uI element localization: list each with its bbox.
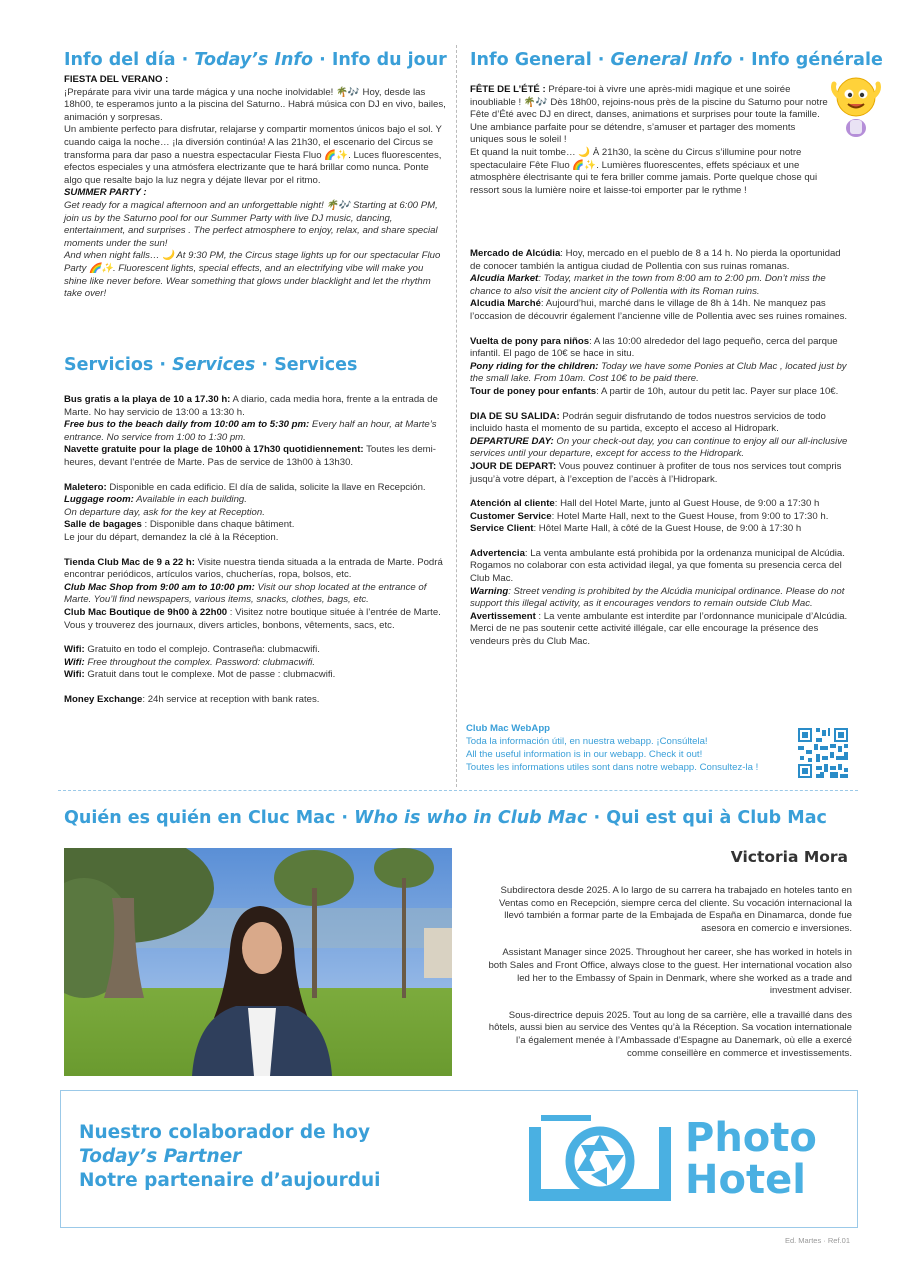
partner-labels [79,1121,399,1193]
luggage-en-2: On departure day, ask for the key at Reception. [64,506,265,518]
customer-service-fr: Service Client: Hôtel Marte Hall, à côté de la Guest House, de 9:00 à 17:30 h [470,523,802,535]
wifi-es: Wifi: Gratuito en todo el complejo. Contraseña: clubmacwifi. [64,644,320,656]
staff-bio [484,885,852,1060]
info-general-title: Info General · General Info · Info générale [470,50,883,70]
qr-code-icon[interactable] [796,726,850,780]
fete-section [470,84,828,197]
webapp-title: Club Mac WebApp [466,723,551,734]
fete-fr-2: Et quand la nuit tombe… 🌙 À 21h30, la scène du Circus s’illumine pour notre spectaculaire Fête Fluo 🌈✨. Lumières fluorescentes, effets spéciaux et une atmosphère électrisante qui te fera briller comme jamais. Porte quelque chose qui ressort sous la lumière noire et laisse-toi emporter par le rythme ! [470,146,818,196]
services-section [64,394,444,706]
customer-service-en: Customer Service: Hotel Marte Hall, next to the Guest House, from 9:00 to 17:30 h. [470,510,829,522]
info-del-dia-title: Info del día · Today’s Info · Info du jour [64,50,447,70]
pony-en: Pony riding for the children: Today we have some Ponies at Club Mac , located just by the small lake. From 10am. Cost 10€ to be paid there. [470,360,847,385]
mascot-icon [830,70,882,138]
webapp-block [466,722,796,774]
summer-title: SUMMER PARTY : [64,187,147,199]
money-exchange: Money Exchange: 24h service at reception with bank rates. [64,693,320,705]
warning-en: Warning: Street vending is prohibited by the Alcúdia municipal ordinance. Please do not support this illegal activity, as it encourages vendors to remain outside Club Mac. [470,585,845,610]
fiesta-es-2: Un ambiente perfecto para disfrutar, relajarse y compartir momentos únicos bajo el sol. Y cuando caiga la noche… ¡la diversión continúa! A las 21h30, el escenario del Circus se transforma para dar paso a nuestra espectacular Fiesta Fluo 🌈✨. Luces fluorescentes, efectos especiales y una atmósfera electrizante que te hará brillar como nunca. Ponte algo que resalte bajo la luz negra y déjate llevar por el ritmo. [64,124,442,186]
summer-en-1: Get ready for a magical afternoon and an unforgettable night! 🌴🎶 Starting at 6:00 PM, join us by the Saturno pool for our Summer Party with live DJ music, dancing, entertainment, and surprises . The perfect atmosphere to enjoy, relax, and share special moments under the sun! [64,199,438,249]
partner-fr: Notre partenaire d’aujourdui [79,1170,381,1191]
shop-fr: Club Mac Boutique de 9h00 à 22h00 : Visitez notre boutique située à l’entrée de Marte. Vous y trouverez des journaux, divers articles, bonbons, vêtements, sacs, etc. [64,606,441,631]
section-divider [58,790,858,791]
shop-en: Club Mac Shop from 9:00 am to 10:00 pm: Visit our shop located at the entrance of Marte. You’ll find newspapers, various items, snacks, clothes, bags, etc. [64,581,427,606]
market-es: Mercado de Alcúdia: Hoy, mercado en el pueblo de 8 a 14 h. No pierda la oportunidad de conocer también la antigua ciudad de Pollentia con sus ruinas romanas. [470,248,841,272]
bus-es: Bus gratis a la playa de 10 a 17.30 h: A diario, cada media hora, frente a la entrada de Marte. No hay servicio de 13:00 a 13:30 h. [64,394,438,418]
departure-es: DIA DE SU SALIDA: Podrán seguir disfrutando de todos nuestros servicios de todo incluido hasta el momento de su partida, excepto el acceso al Hidropark. [470,410,826,435]
wifi-fr: Wifi: Gratuit dans tout le complexe. Mot de passe : clubmacwifi. [64,669,336,681]
warning-fr: Avertissement : La vente ambulante est interdite par l’ordonnance municipale d’Alcúdia. Merci de ne pas soutenir cette activité illégale, car elle encourage la présence des vendeurs près du Club Mac. [470,610,848,648]
luggage-fr: Salle de bagages : Disponible dans chaque bâtiment. [64,519,295,531]
webapp-fr: Toutes les informations utiles sont dans notre webapp. Consultez-la ! [466,762,759,773]
webapp-es: Toda la información útil, en nuestra webapp. ¡Consúltela! [466,736,708,747]
photo-hotel-logo-icon[interactable] [527,1105,673,1217]
column-divider [456,45,457,787]
shop-es: Tienda Club Mac de 9 a 22 h: Visite nuestra tienda situada a la entrada de Marte. Podrá encontrar periódicos, artículos varios, chucherías, ropa, bolsos, etc. [64,556,443,581]
right-info-section [470,248,850,649]
webapp-en: All the useful information is in our webapp. Check it out! [466,749,703,760]
staff-photo [64,848,452,1076]
market-fr: Alcudia Marché: Aujourd’hui, marché dans le village de 8h à 14h. Ne manquez pas l’occasion de découvrir également l’ancienne ville de Pollentia avec ses ruines romaines. [470,298,848,322]
staff-name: Victoria Mora [730,848,848,866]
services-title: Servicios · Services · Services [64,355,358,375]
luggage-en: Luggage room: Available in each building. [64,494,247,506]
pony-fr: Tour de poney pour enfants: A partir de 10h, autour du petit lac. Payer sur place 10€. [470,385,839,397]
market-en: Alcudia Market: Today, market in the town from 8:00 am to 2:00 pm. Don’t miss the chance to also visit the ancient city of Pollentia with its Roman ruins. [470,273,826,297]
who-is-who-title: Quién es quién en Cluc Mac · Who is who in Club Mac · Qui est qui à Club Mac [64,808,827,828]
departure-en: DEPARTURE DAY: On your check-out day, you can continue to enjoy all our all-inclusive services until your departure, except for access to the Hidropark. [470,435,848,460]
fete-fr-1: FÊTE DE L’ÉTÉ : Prépare-toi à vivre une après-midi magique et une soirée inoubliable ! 🌴🎶 Dès 18h00, rejoins-nous près de la piscine du Saturno pour notre Fête d’Été avec DJ en direct, danses, animations et surprises pour toute la famille. Une ambiance parfaite pour se détendre, s’amuser et partager des moments uniques sous le soleil ! [470,84,828,146]
departure-fr: JOUR DE DEPART: Vous pouvez continuer à profiter de tous nos services tout compris jusqu’à votre départ, à l’exception de l’accès à l’Hidropark. [470,460,842,485]
partner-box [60,1090,858,1228]
luggage-es: Maletero: Disponible en cada edificio. El día de salida, solicite la llave en Recepción. [64,481,426,493]
footer-ref: Ed. Martes · Ref.01 [784,1236,850,1245]
fiesta-title: FIESTA DEL VERANO : [64,74,169,85]
summer-en-2: And when night falls… 🌙 At 9:30 PM, the Circus stage lights up for our spectacular Fluo Party 🌈✨. Fluorescent lights, special effects, and an electrifying vibe will make you shine like never before. Wear something that glows under blacklight and let the rhythm take over! [64,250,441,300]
partner-en: Today’s Partner [79,1146,242,1167]
bio-en: Assistant Manager since 2025. Throughout her career, she has worked in hotels in both Sales and Front Office, always close to the guest. Her international vocation also led her to the Embassy of Spain in Denmark, where she worked as a trade and investment adviser. [488,947,852,997]
wifi-en: Wifi: Free throughout the complex. Password: clubmacwifi. [64,656,316,668]
fiesta-es-1: ¡Prepárate para vivir una tarde mágica y una noche inolvidable! 🌴🎶 Hoy, desde las 18h00, te esperamos junto a la piscina del Saturno.. Habrá música con DJ en vivo, bailes, animación y sorpresas. [64,86,446,123]
bus-en: Free bus to the beach daily from 10:00 am to 5:30 pm: Every half an hour, at Marte’s entrance. No service from 1:00 to 1:30 pm. [64,419,437,443]
bio-es: Subdirectora desde 2025. A lo largo de su carrera ha trabajado en hoteles tanto en Ventas como en Recepción, siempre cerca del cliente. Su vocación internacional la llevó también a formar parte de la Embajada de España en Dinamarca, donde fue asesora en comercio e inversiones. [498,885,852,934]
partner-es: Nuestro colaborador de hoy [79,1122,371,1143]
bio-fr: Sous-directrice depuis 2025. Tout au long de sa carrière, elle a travaillé dans des hôtels, aussi bien au service des Ventes qu’à la Réception. Sa vocation internationale l’a également menée à l’Ambassade d’Espagne au Danemark, où elle a exercé comme conseillère en commerce et investissements. [488,1009,852,1059]
fiesta-section [64,74,448,301]
bus-fr: Navette gratuite pour la plage de 10h00 à 17h30 quotidiennement: Toutes les demi-heures, devant l’entrée de Marte. Pas de service de 13h00 à 13h30. [64,444,436,468]
pony-es: Vuelta de pony para niños: A las 10:00 alrededor del lago pequeño, cerca del parque infantil. El pago de 10€ se hace in situ. [470,335,838,360]
luggage-fr-2: Le jour du départ, demandez la clé à la Réception. [64,531,279,543]
photo-hotel-logo-text: Photo Hotel [685,1115,817,1203]
warning-es: Advertencia: La venta ambulante está prohibida por la ordenanza municipal de Alcúdia. Rogamos no colaborar con esta actividad ilegal, ya que fomenta su presencia cerca del Club Mac. [470,547,845,585]
customer-service-es: Atención al cliente: Hall del Hotel Marte, junto al Guest House, de 9:00 a 17:30 h [470,498,820,510]
